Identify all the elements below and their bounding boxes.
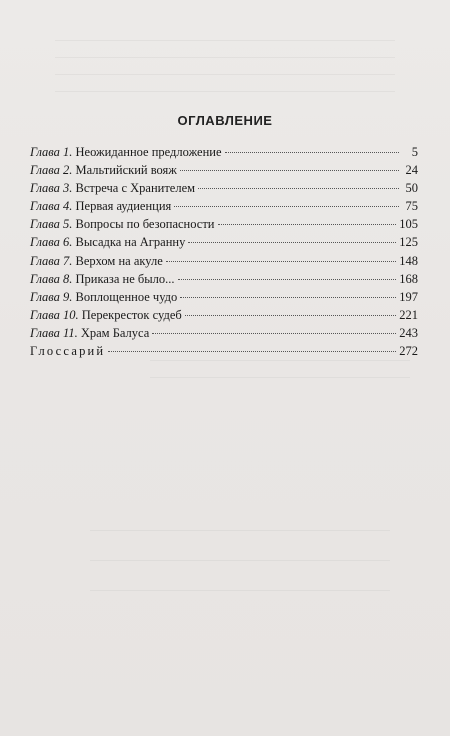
table-of-contents [30,143,418,360]
dot-leader [108,351,396,352]
chapter-number: Глава 8. [30,271,73,286]
toc-entry[interactable] [30,306,418,324]
chapter-number: Глава 6. [30,235,73,250]
page-number: 24 [405,163,418,178]
dot-leader [166,261,396,262]
chapter-title: Приказа не было... [75,271,175,286]
toc-entry-label [30,233,185,251]
dot-leader [188,242,396,243]
chapter-number: Глава 5. [30,217,73,232]
dot-leader [180,297,396,298]
page-number: 243 [399,325,418,340]
toc-entry-label [30,270,175,288]
dot-leader [225,152,399,153]
bleed-through-line [90,560,390,561]
page-number: 221 [399,307,418,322]
dot-leader [198,188,399,189]
chapter-number: Глава 3. [30,181,73,196]
toc-entry[interactable] [30,324,418,342]
toc-entry-label [30,143,222,161]
page-number: 168 [399,271,418,286]
chapter-title: Храм Балуса [80,325,150,340]
page-number: 50 [405,181,418,196]
toc-entry-label [30,288,177,306]
toc-entry-glossary[interactable] [30,342,418,360]
chapter-title: Верхом на акуле [75,253,163,268]
toc-entry[interactable] [30,179,418,197]
chapter-title: Мальтийский вояж [75,163,177,178]
page-number: 197 [399,289,418,304]
toc-entry[interactable] [30,215,418,233]
toc-entry-label [30,215,215,233]
toc-entry[interactable] [30,270,418,288]
chapter-title: Воплощенное чудо [75,289,178,304]
chapter-title: Вопросы по безопасности [75,217,215,232]
chapter-number: Глава 1. [30,145,73,159]
bleed-through-line [55,91,395,92]
dot-leader [185,315,397,316]
page-number: 105 [399,217,418,232]
toc-title: ОГЛАВЛЕНИЕ [177,113,273,128]
toc-entry-label [30,324,149,342]
toc-entry[interactable] [30,252,418,270]
dot-leader [218,224,397,225]
bleed-through-line [55,57,395,58]
bleed-through-line [55,74,395,75]
chapter-number: Глава 10. [30,307,79,322]
bleed-through-line [55,40,395,41]
toc-entry-label [30,306,182,324]
chapter-number: Глава 9. [30,289,73,304]
chapter-number: Глава 7. [30,253,73,268]
dot-leader [180,170,399,171]
page-number: 75 [405,199,418,214]
bleed-through-line [150,360,410,361]
dot-leader [178,279,397,280]
page-number: 148 [399,253,418,268]
chapter-title: Перекресток судеб [81,307,182,322]
chapter-number: Глава 4. [30,199,73,214]
dot-leader [174,206,399,207]
toc-entry-label [30,161,177,179]
toc-entry-label [30,252,163,270]
chapter-number: Глава 2. [30,163,73,178]
page-number: 5 [411,145,418,159]
chapter-title: Первая аудиенция [75,199,172,214]
dot-leader [152,333,396,334]
toc-entry[interactable] [30,288,418,306]
toc-entry[interactable] [30,233,418,251]
bleed-through-line [90,530,390,531]
toc-entry-label [30,179,195,197]
toc-entry[interactable] [30,143,418,161]
page-number: 125 [399,235,418,250]
chapter-number: Глава 11. [30,325,78,340]
chapter-title: Встреча с Хранителем [75,181,196,196]
bleed-through-line [150,377,410,378]
chapter-title: Высадка на Агранну [75,235,186,250]
page-number: 272 [399,344,418,359]
toc-entry[interactable] [30,197,418,215]
glossary-label: Глоссарий [30,344,106,359]
toc-entry-label [30,197,171,215]
toc-entry[interactable] [30,161,418,179]
chapter-title: Неожиданное предложение [75,145,222,159]
bleed-through-line [90,590,390,591]
